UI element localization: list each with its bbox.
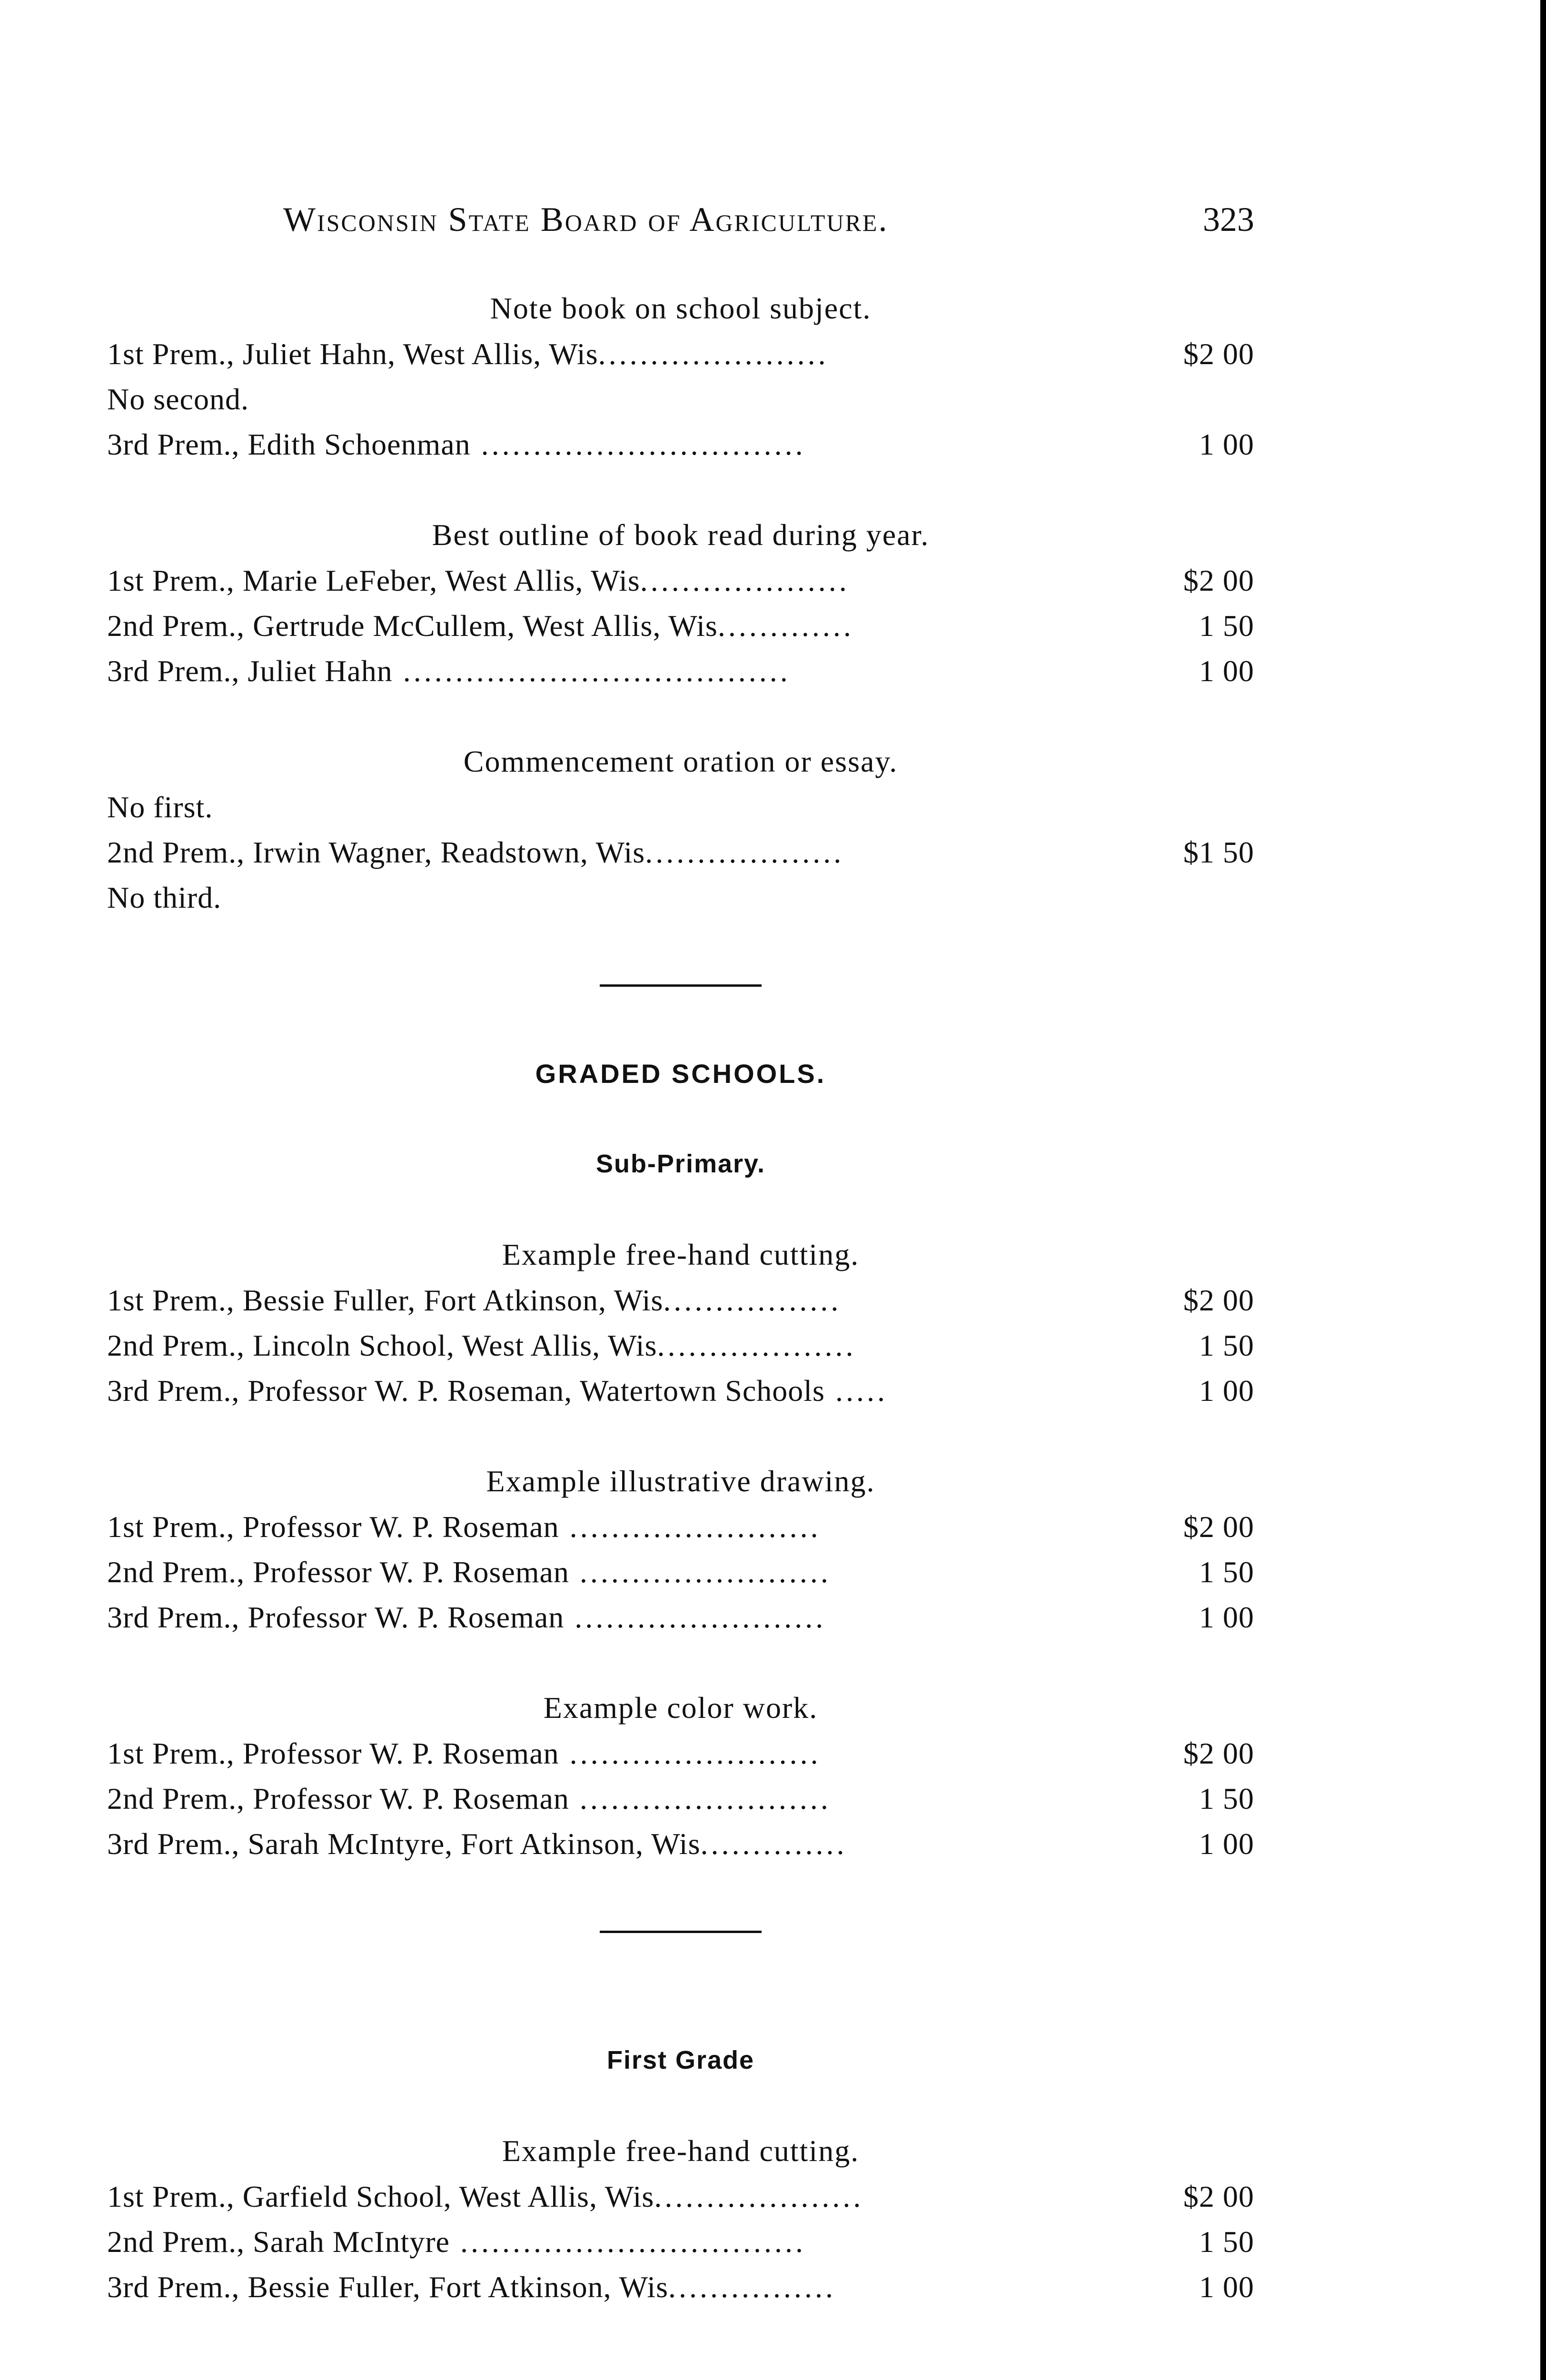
leader-dots: .............	[717, 609, 854, 643]
sub-primary-cutting-block	[107, 1232, 1254, 1413]
premium-row	[107, 1323, 1254, 1368]
sub-primary-heading: Sub-Primary.	[595, 1150, 766, 1178]
premium-row	[107, 1368, 1254, 1413]
entry-text: 1st Prem., Juliet Hahn, West Allis, Wis	[107, 337, 598, 371]
entry-text: 3rd Prem., Edith Schoenman	[107, 427, 471, 461]
premium-row	[107, 2174, 1254, 2219]
premium-row	[107, 1549, 1254, 1595]
premium-row	[107, 830, 1254, 875]
spacer	[107, 1640, 1254, 1685]
entry-text: 2nd Prem., Sarah McIntyre	[107, 2225, 450, 2259]
leader-dots: ......................	[598, 337, 829, 371]
premium-row	[107, 875, 1254, 920]
amount: 1 50	[1199, 2225, 1254, 2259]
premium-row	[107, 558, 1254, 603]
amount: 1 50	[1199, 1329, 1254, 1362]
leader-dots: ...................	[645, 835, 844, 869]
spacer	[107, 1413, 1254, 1458]
entry-text: 1st Prem., Professor W. P. Roseman	[107, 1510, 559, 1544]
spacer	[107, 987, 1254, 1051]
amount: $2 00	[1183, 564, 1254, 597]
first-grade-cutting-block	[107, 2128, 1254, 2310]
leader-dots: ........................	[569, 1782, 831, 1815]
entry-text: 3rd Prem., Juliet Hahn	[107, 654, 393, 688]
leader-dots: ........................	[559, 1510, 821, 1544]
cutting-caption: Example free-hand cutting.	[502, 2134, 860, 2168]
premium-row	[107, 1278, 1254, 1323]
leader-dots: ...............................	[470, 427, 806, 461]
entry-text: 3rd Prem., Professor W. P. Roseman	[107, 1600, 565, 1634]
first-grade-heading: First Grade	[606, 2046, 755, 2074]
entry-text: 1st Prem., Marie LeFeber, West Allis, Wis	[107, 564, 640, 597]
notebook-block	[107, 286, 1254, 467]
premium-row	[107, 1731, 1254, 1776]
premium-row	[107, 648, 1254, 694]
color-caption: Example color work.	[543, 1691, 818, 1725]
oration-caption: Commencement oration or essay.	[463, 744, 898, 778]
entry-text: 1st Prem., Professor W. P. Roseman	[107, 1736, 559, 1770]
entry-text: 2nd Prem., Irwin Wagner, Readstown, Wis	[107, 835, 645, 869]
amount: $2 00	[1183, 1283, 1254, 1317]
amount: 1 50	[1199, 609, 1254, 643]
entry-text: No third.	[107, 881, 222, 914]
leader-dots: ..............	[700, 1827, 847, 1861]
amount: 1 00	[1199, 1600, 1254, 1634]
header-title: Wisconsin State Board of Agriculture.	[283, 200, 889, 238]
leader-dots: ........................	[564, 1600, 826, 1634]
premium-row	[107, 422, 1254, 467]
amount: 1 00	[1199, 2270, 1254, 2304]
leader-dots: ....................	[654, 2180, 864, 2213]
entry-text: 2nd Prem., Lincoln School, West Allis, Wis	[107, 1329, 657, 1362]
notebook-caption: Note book on school subject.	[490, 291, 872, 325]
premium-row	[107, 1776, 1254, 1821]
premium-row	[107, 784, 1254, 830]
leader-dots: ........................	[569, 1555, 831, 1589]
amount: $2 00	[1183, 337, 1254, 371]
spacer	[107, 1933, 1254, 2038]
spacer	[107, 467, 1254, 512]
leader-dots: .....	[824, 1374, 888, 1408]
amount: $2 00	[1183, 1510, 1254, 1544]
amount: 1 00	[1199, 1374, 1254, 1408]
premium-row	[107, 331, 1254, 377]
premium-row	[107, 1595, 1254, 1640]
entry-text: 1st Prem., Garfield School, West Allis, Wis	[107, 2180, 654, 2213]
spacer	[107, 2083, 1254, 2128]
amount: 1 00	[1199, 427, 1254, 461]
entry-text: 1st Prem., Bessie Fuller, Fort Atkinson, Wis	[107, 1283, 664, 1317]
spacer	[107, 694, 1254, 739]
cutting-caption: Example free-hand cutting.	[502, 1238, 860, 1271]
amount: 1 50	[1199, 1555, 1254, 1589]
leader-dots: .................................	[449, 2225, 806, 2259]
page-content	[107, 286, 1254, 2310]
amount: 1 50	[1199, 1782, 1254, 1815]
leader-dots: ....................	[640, 564, 850, 597]
entry-text: 2nd Prem., Professor W. P. Roseman	[107, 1555, 569, 1589]
graded-schools-heading: GRADED SCHOOLS.	[535, 1059, 826, 1089]
leader-dots: ...................	[657, 1329, 856, 1362]
premium-row	[107, 377, 1254, 422]
spacer	[107, 920, 1254, 984]
amount: 1 00	[1199, 654, 1254, 688]
spacer	[107, 1866, 1254, 1931]
premium-row	[107, 1821, 1254, 1866]
running-header	[283, 200, 1254, 243]
entry-text: 2nd Prem., Professor W. P. Roseman	[107, 1782, 569, 1815]
amount: 1 00	[1199, 1827, 1254, 1861]
drawing-caption: Example illustrative drawing.	[486, 1464, 875, 1498]
amount: $1 50	[1183, 835, 1254, 869]
leader-dots: ........................	[559, 1736, 821, 1770]
entry-text: No second.	[107, 382, 249, 416]
sub-primary-color-block	[107, 1685, 1254, 1866]
amount: $2 00	[1183, 2180, 1254, 2213]
spacer	[107, 1187, 1254, 1232]
entry-text: 3rd Prem., Professor W. P. Roseman, Watertown Schools	[107, 1374, 825, 1408]
leader-dots: .................	[663, 1283, 842, 1317]
premium-row	[107, 2264, 1254, 2310]
amount: $2 00	[1183, 1736, 1254, 1770]
entry-text: 3rd Prem., Bessie Fuller, Fort Atkinson, Wis	[107, 2270, 669, 2304]
outline-caption: Best outline of book read during year.	[432, 518, 930, 552]
spacer	[107, 1096, 1254, 1141]
outline-block	[107, 512, 1254, 694]
leader-dots: ................	[668, 2270, 836, 2304]
premium-row	[107, 2219, 1254, 2264]
sub-primary-drawing-block	[107, 1458, 1254, 1640]
page-number: 323	[1203, 200, 1254, 238]
scan-edge-right	[1540, 0, 1546, 2380]
entry-text: 3rd Prem., Sarah McIntyre, Fort Atkinson, Wis	[107, 1827, 701, 1861]
premium-row	[107, 603, 1254, 648]
leader-dots: .....................................	[392, 654, 791, 688]
entry-text: 2nd Prem., Gertrude McCullem, West Allis, Wis	[107, 609, 718, 643]
premium-row	[107, 1504, 1254, 1549]
entry-text: No first.	[107, 790, 213, 824]
oration-block	[107, 739, 1254, 920]
